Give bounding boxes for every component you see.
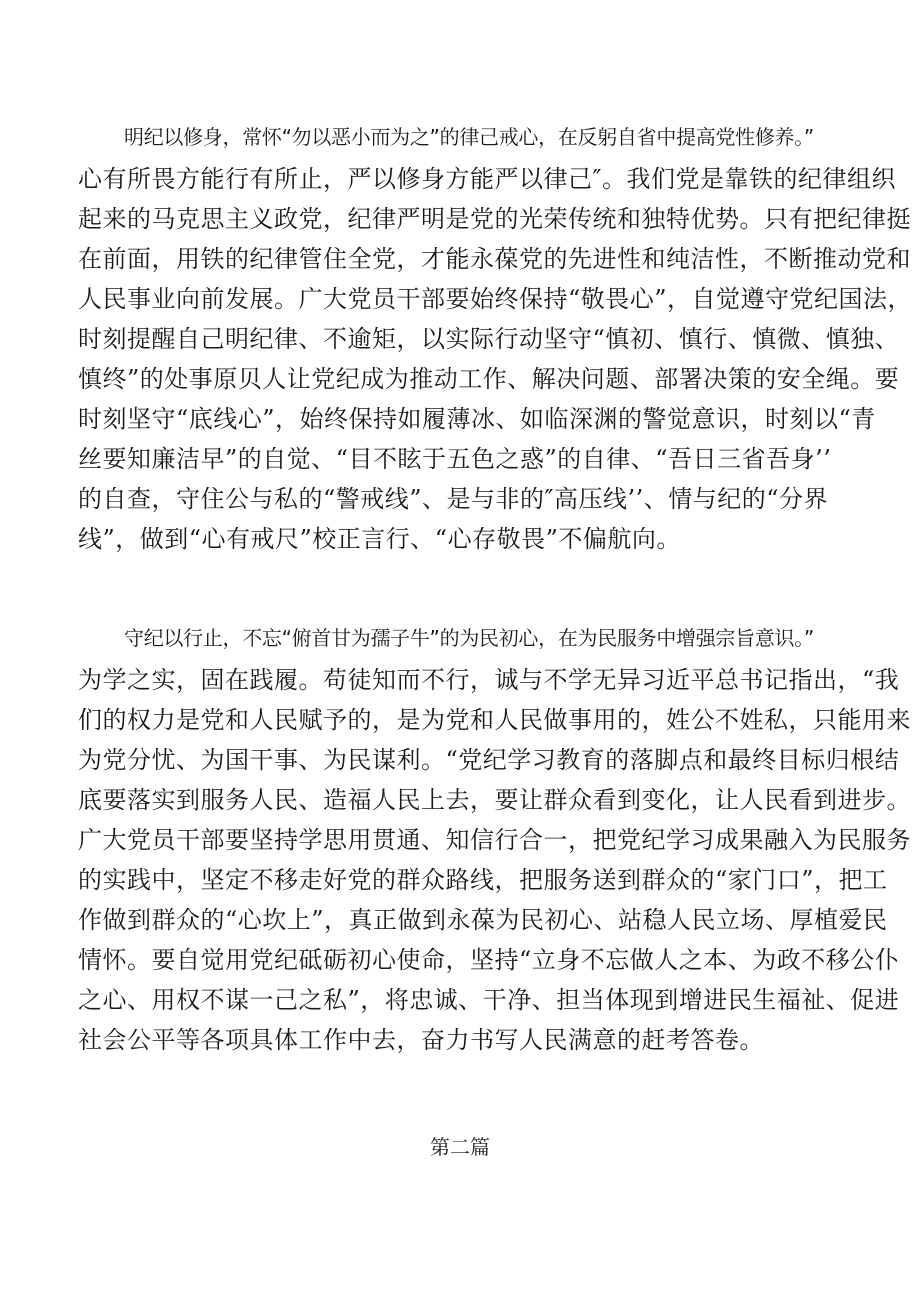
paragraph-lead: 守纪以行止，不忘“俯首甘为孺子牛”的为民初心，在为民服务中增强宗旨意识。” — [124, 626, 814, 650]
text-line: 社会公平等各项具体工作中去，奋力书写人民满意的赶考答卷。 — [78, 1026, 764, 1054]
text-line: 为学之实，固在践履。苟徒知而不行，诚与不学无异习近平总书记指出，“我 — [78, 666, 900, 694]
text-line: 广大党员干部要坚持学思用贯通、知信行合一，把党纪学习成果融入为民服务 — [78, 826, 911, 854]
text-line: 们的权力是党和人民赋予的，是为党和人民做事用的，姓公不姓私，只能用来 — [78, 706, 911, 734]
text-line: 的自查，守住公与私的“警戒线”、是与非的″高压线’’、情与纪的“分界 — [78, 485, 829, 513]
text-line: 丝要知廉洁早”的自觉、“目不眩于五色之惑”的自律、“吾日三省吾身’’ — [78, 445, 832, 473]
text-line: 慎终”的处事原贝人让党纪成为推动工作、解决问题、部署决策的安全绳。要 — [78, 365, 900, 393]
text-line: 时刻提醒自己明纪律、不逾矩，以实际行动坚守“慎初、慎行、慎微、慎独、 — [78, 325, 900, 353]
text-line: 底要落实到服务人民、造福人民上去，要让群众看到变化，让人民看到进步。 — [78, 786, 911, 814]
text-line: 的实践中，坚定不移走好党的群众路线，把服务送到群众的“家门口”，把工 — [78, 866, 888, 894]
section-heading: 第二篇 — [430, 1135, 490, 1159]
text-line: 在前面，用铁的纪律管住全党，才能永葆党的先进性和纯洁性，不断推动党和 — [78, 245, 911, 273]
text-line: 时刻坚守“底线心”，始终保持如履薄冰、如临深渊的警觉意识，时刻以“青 — [78, 405, 876, 433]
text-line: 为党分忧、为国干事、为民谋利。“党纪学习教育的落脚点和最终目标归根结 — [78, 746, 900, 774]
text-line: 心有所畏方能行有所止，严以修身方能严以律己″。我们党是靠铁的纪律组织 — [78, 165, 896, 193]
text-line: 之心、用权不谋一己之私”，将忠诚、干净、担当体现到增进民生福祉、促进 — [78, 986, 900, 1014]
paragraph-lead: 明纪以修身，常怀“勿以恶小而为之”的律己戒心，在反躬自省中提高党性修养。” — [124, 125, 814, 149]
text-line: 作做到群众的“心坎上”，真正做到永葆为民初心、站稳人民立场、厚植爱民 — [78, 906, 888, 934]
text-line: 情怀。要自觉用党纪砥砺初心使命，坚持“立身不忘做人之本、为政不移公仆 — [78, 946, 900, 974]
paragraph-discipline-self-cultivation — [78, 123, 913, 559]
text-line: 人民事业向前发展。广大党员干部要始终保持“敬畏心”，自觉遵守党纪国法， — [78, 285, 913, 313]
paragraph-serve-the-people — [78, 624, 911, 1060]
text-line: 起来的马克思主义政党，纪律严明是党的光荣传统和独特优势。只有把纪律挺 — [78, 205, 911, 233]
text-line: 线”，做到“心有戒尺”校正言行、“心存敬畏”不偏航向。 — [78, 525, 681, 553]
